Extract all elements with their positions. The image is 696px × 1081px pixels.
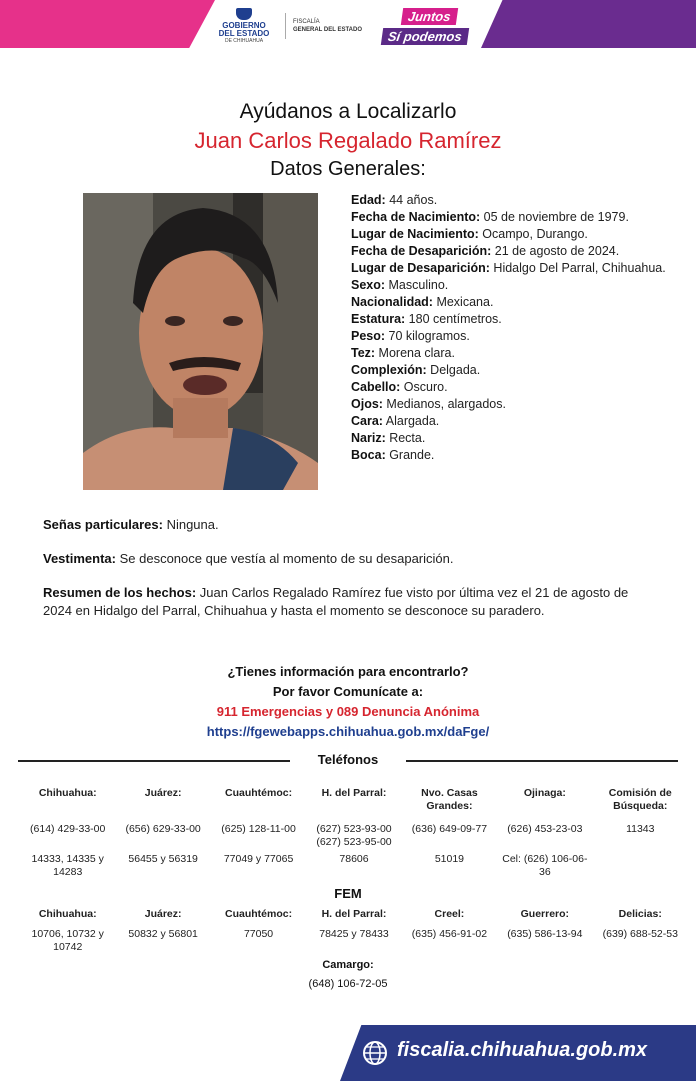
detail-label: Peso: <box>351 329 386 343</box>
grid-cell: (614) 429-33-00 <box>30 823 106 835</box>
detail-label: Fecha de Desaparición: <box>351 244 492 258</box>
detail-row <box>351 311 681 328</box>
help-title: Ayúdanos a Localizarlo <box>239 100 457 123</box>
detail-row <box>351 379 681 396</box>
contact-emergency: 911 Emergencias y 089 Denuncia Anónima <box>216 704 480 719</box>
detail-value: 05 de noviembre de 1979. <box>480 210 629 224</box>
detail-label: Cabello: <box>351 380 401 394</box>
fiscalia-logo <box>293 18 383 34</box>
grid-cell: Delicias: <box>618 908 662 920</box>
grid-cell: Juárez: <box>144 787 182 799</box>
contact-comm: Por favor Comunícate a: <box>272 684 424 699</box>
grid-cell: (656) 629-33-00 <box>125 823 201 835</box>
detail-value: Morena clara. <box>375 346 455 360</box>
detail-label: Nacionalidad: <box>351 295 433 309</box>
detail-row <box>351 413 681 430</box>
grid-cell: Juárez: <box>144 908 182 920</box>
header-divider <box>285 13 286 39</box>
grid-cell: 77050 <box>243 928 274 940</box>
grid-cell: 51019 <box>434 853 465 865</box>
person-name: Juan Carlos Regalado Ramírez <box>194 128 502 153</box>
detail-row <box>351 294 681 311</box>
fiscalia-line2: GENERAL DEL ESTADO <box>293 27 363 33</box>
detail-value: Recta. <box>385 431 426 445</box>
detail-value: Medianos, alargados. <box>382 397 506 411</box>
grid-cell: 78425 y 78433 <box>319 928 389 940</box>
detail-value: 70 kilogramos. <box>385 329 470 343</box>
telefonos-rule-right <box>406 760 678 762</box>
grid-cell: 77049 y 77065 <box>223 853 294 865</box>
detail-row <box>351 447 681 464</box>
camargo-value: (648) 106-72-05 <box>308 978 388 990</box>
vestimenta-value: Se desconoce que vestía al momento de su desaparición. <box>115 551 454 566</box>
telefonos-headers <box>20 787 688 813</box>
grid-cell: H. del Parral: <box>321 787 387 799</box>
grid-cell: Cuauhtémoc: <box>225 908 293 920</box>
detail-row <box>351 345 681 362</box>
grid-cell: 10706, 10732 y 10742 <box>31 928 104 953</box>
detail-value: Masculino. <box>385 278 449 292</box>
detail-label: Lugar de Desaparición: <box>351 261 490 275</box>
telefonos-row2 <box>20 853 688 879</box>
grid-cell: Guerrero: <box>520 908 570 920</box>
gobierno-line3: DE CHIHUAHUA <box>224 38 264 44</box>
grid-cell: (635) 456-91-02 <box>411 928 488 940</box>
detail-value: Oscuro. <box>400 380 448 394</box>
vestimenta-label: Vestimenta: <box>43 551 116 566</box>
telefonos-row1 <box>20 823 688 849</box>
detail-label: Edad: <box>351 193 386 207</box>
detail-value: 180 centímetros. <box>405 312 502 326</box>
detail-row <box>351 260 681 277</box>
juntos-logo <box>382 8 482 46</box>
detail-row <box>351 396 681 413</box>
grid-cell: Chihuahua: <box>38 787 97 799</box>
grid-cell: Ojinaga: <box>523 787 566 799</box>
grid-cell: (625) 128-11-00 <box>221 823 296 835</box>
detail-row <box>351 362 681 379</box>
detail-value: 44 años. <box>385 193 438 207</box>
detail-row <box>351 430 681 447</box>
grid-cell: 56455 y 56319 <box>128 853 198 865</box>
detail-row <box>351 192 681 209</box>
fem-row1 <box>20 928 688 954</box>
senas-value: Ninguna. <box>162 517 219 532</box>
senas-paragraph <box>43 516 663 534</box>
gobierno-line2: DEL ESTADO <box>218 29 270 38</box>
detail-row <box>351 209 681 226</box>
detail-value: Mexicana. <box>432 295 494 309</box>
person-photo <box>83 193 318 490</box>
senas-label: Señas particulares: <box>43 517 163 532</box>
detail-value: Hidalgo Del Parral, Chihuahua. <box>489 261 666 275</box>
detail-label: Fecha de Nacimiento: <box>351 210 481 224</box>
fiscalia-line1: FISCALÍA <box>293 19 320 25</box>
contact-url-link[interactable]: https://fgewebapps.chihuahua.gob.mx/daFge/ <box>206 724 490 739</box>
detail-value: Ocampo, Durango. <box>478 227 588 241</box>
header-purple-band <box>481 0 696 48</box>
grid-cell: (626) 453-23-03 <box>507 823 583 835</box>
resumen-paragraph <box>43 584 643 620</box>
grid-cell: Comisión de Búsqueda: <box>608 787 672 812</box>
gobierno-line1: GOBIERNO <box>222 21 266 30</box>
header-pink-band <box>0 0 215 48</box>
detail-label: Estatura: <box>351 312 406 326</box>
grid-cell: 14333, 14335 y 14283 <box>31 853 104 878</box>
detail-label: Complexión: <box>351 363 427 377</box>
detail-row <box>351 328 681 345</box>
detail-value: Grande. <box>385 448 435 462</box>
detail-label: Tez: <box>351 346 376 360</box>
details-list <box>351 192 681 464</box>
grid-cell: (639) 688-52-53 <box>602 928 678 940</box>
grid-cell: H. del Parral: <box>321 908 387 920</box>
detail-value: Delgada. <box>426 363 481 377</box>
grid-cell <box>593 853 688 879</box>
grid-cell: Nvo. Casas Grandes: <box>421 787 478 812</box>
si-podemos-text: Sí podemos <box>381 28 469 45</box>
gobierno-logo <box>216 8 272 45</box>
detail-label: Sexo: <box>351 278 386 292</box>
telefonos-title: Teléfonos <box>317 752 379 767</box>
detail-value: 21 de agosto de 2024. <box>491 244 620 258</box>
grid-cell: 50832 y 56801 <box>128 928 198 940</box>
detail-label: Nariz: <box>351 431 386 445</box>
grid-cell: (627) 523-93-00 (627) 523-95-00 <box>316 823 392 848</box>
detail-label: Cara: <box>351 414 383 428</box>
detail-row <box>351 243 681 260</box>
grid-cell: Creel: <box>434 908 465 920</box>
detail-value: Alargada. <box>382 414 440 428</box>
footer-site-link[interactable]: fiscalia.chihuahua.gob.mx <box>397 1039 648 1061</box>
grid-cell: 11343 <box>626 823 655 835</box>
contact-question: ¿Tienes información para encontrarlo? <box>227 664 469 679</box>
detail-label: Ojos: <box>351 397 383 411</box>
resumen-value: Juan Carlos Regalado Ramírez fue visto por última vez el 21 de agosto de 2024 en Hidalgo del Parral, Chihuahua y hasta el momento se desconoce su paradero. <box>43 585 629 618</box>
detail-label: Boca: <box>351 448 386 462</box>
grid-cell: Chihuahua: <box>38 908 97 920</box>
grid-cell: Cel: (626) 106-06-36 <box>502 853 588 878</box>
grid-cell: Cuauhtémoc: <box>225 787 293 799</box>
grid-cell: 78606 <box>339 853 369 865</box>
detail-row <box>351 226 681 243</box>
camargo-label: Camargo: <box>322 959 374 971</box>
fem-headers <box>20 908 688 921</box>
resumen-label: Resumen de los hechos: <box>43 585 197 600</box>
fem-title: FEM <box>334 886 362 901</box>
shield-icon <box>236 8 252 20</box>
detail-row <box>351 277 681 294</box>
grid-cell: (635) 586-13-94 <box>507 928 583 940</box>
grid-cell: (636) 649-09-77 <box>411 823 488 835</box>
detail-label: Lugar de Nacimiento: <box>351 227 479 241</box>
globe-icon <box>362 1040 388 1066</box>
juntos-text: Juntos <box>401 8 458 25</box>
general-data-title: Datos Generales: <box>270 158 426 180</box>
vestimenta-paragraph <box>43 550 663 568</box>
